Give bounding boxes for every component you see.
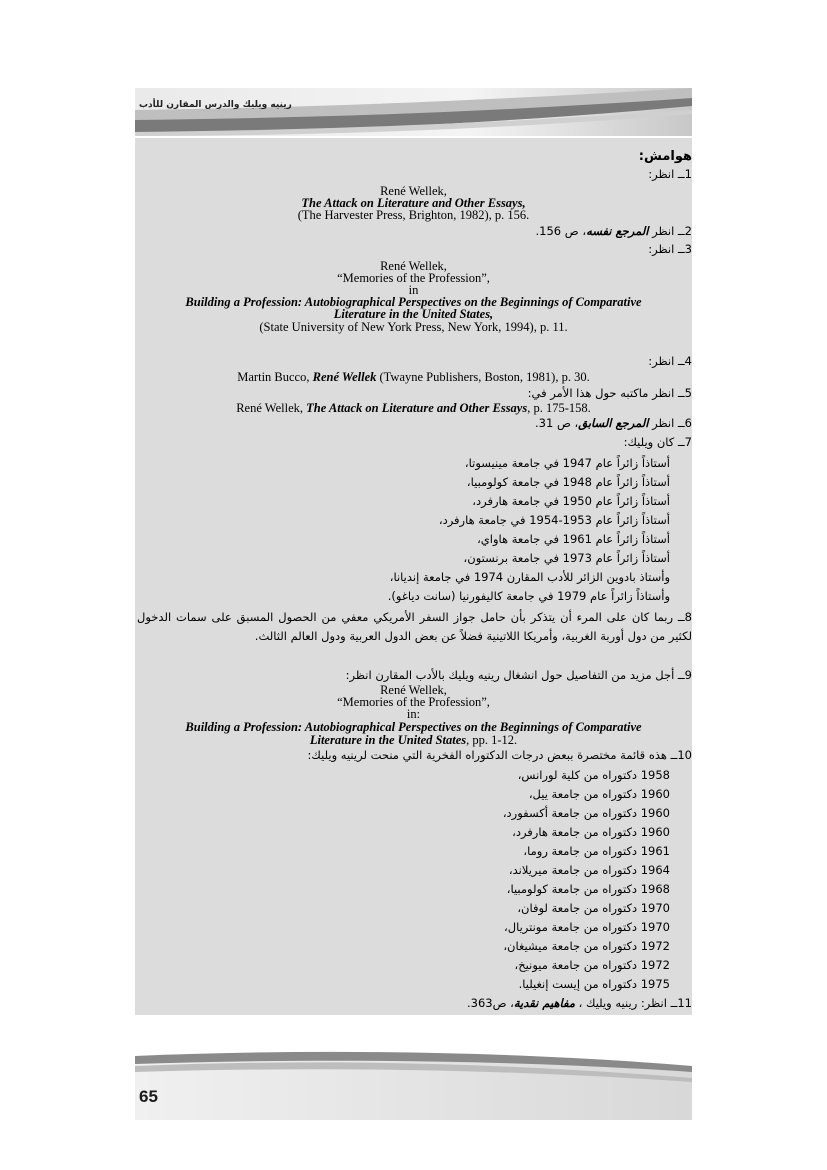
note-9-label: 9ــ أجل مزيد من التفاصيل حول انشغال رينيه ويليك بالأدب المقارن انظر: [345,668,692,682]
note-10-item: 1960 دكتوراه من جامعة ييل، [528,787,670,801]
footer-band [135,1050,692,1120]
note-10-item: 1970 دكتوراه من جامعة مونتريال، [504,920,670,934]
notes-section [135,138,692,1015]
note-5-label: 5ــ انظر ماكتبه حول هذا الأمر في: [527,386,692,400]
page-number: 65 [139,1087,158,1106]
note-7-item: أستاذاً زائراً عام 1961 في جامعة هاواي، [477,532,670,546]
note-9-in: in: [406,707,421,721]
note-9-book-title-cont: Literature in the United States, pp. 1-12. [309,733,518,747]
note-4-label: 4ــ انظر: [648,354,692,368]
note-7-item: وأستاذ بادوين الزائر للأدب المقارن 1974 في جامعة إنديانا، [389,570,670,584]
note-11: 11ــ انظر: رينيه ويليك ، مفاهيم نقدية، ص363. [467,996,692,1010]
note-3-book-title: Building a Profession: Autobiographical Perspectives on the Beginnings of Comparative [185,295,642,309]
note-3-in: in [408,283,419,297]
note-3-author: René Wellek, [380,259,447,273]
note-10-item: 1960 دكتوراه من جامعة هارفرد، [512,825,670,839]
note-1-book-title: The Attack on Literature and Other Essays, [301,196,526,210]
note-1-author: René Wellek, [380,184,447,198]
notes-heading: هوامش: [638,149,692,164]
note-10-item: 1970 دكتوراه من جامعة لوفان، [517,901,670,915]
note-10-item: 1972 دكتوراه من جامعة ميشيغان، [503,939,670,953]
running-title: رينيه ويليك والدرس المقارن للأدب [139,100,292,110]
note-7-label: 7ــ كان ويليك: [623,435,692,449]
note-9-author: René Wellek, [380,683,447,697]
note-10-item: 1975 دكتوراه من إيست إنغيليا. [518,977,670,991]
note-7-item: أستاذاً زائراً عام 1947 في جامعة مينيسوتا، [464,456,670,470]
note-10-item: 1964 دكتوراه من جامعة ميريلاند، [508,863,670,877]
note-7-item: وأستاذاً زائراً عام 1979 في جامعة كاليفورنيا (سانت دياغو). [387,589,670,603]
note-8: 8ــ ربما كان على المرء أن يتذكر بأن حامل جواز السفر الأمريكي معفي من الحصول المسبق على سمات الدخول لكثير من دول أوربة الغربية، وأمريكا اللاتينية فضلاً عن بعض الدول العربية ودول العالم الثالث. [137,610,692,643]
note-10-item: 1958 دكتوراه من كلية لورانس، [517,768,670,782]
note-7-item: أستاذاً زائراً عام 1973 في جامعة برنستون، [463,551,670,565]
note-3-publisher: (State University of New York Press, New York, 1994), p. 11. [259,320,568,334]
note-7-item: أستاذاً زائراً عام 1950 في جامعة هارفرد، [472,494,670,508]
header-band [135,88,692,136]
note-10-item: 1961 دكتوراه من جامعة روما، [523,844,670,858]
note-7-item: أستاذاً زائراً عام 1953-1954 في جامعة هارفرد، [438,513,670,527]
note-2: 2ــ انظر المرجع نفسه، ص 156. [535,224,692,238]
note-10-item: 1968 دكتوراه من جامعة كولومبيا، [506,882,670,896]
note-1-publisher: (The Harvester Press, Brighton, 1982), p. 156. [297,208,530,222]
note-1-label: 1ــ انظر: [648,167,692,181]
note-9-book-title: Building a Profession: Autobiographical Perspectives on the Beginnings of Comparative [185,720,642,734]
note-6: 6ــ انظر المرجع السابق، ص 31. [535,416,692,430]
note-9-chapter: “Memories of the Profession”, [337,695,490,709]
note-10-label: 10ــ هذه قائمة مختصرة ببعض درجات الدكتوراه الفخرية التي منحت لرينيه ويليك: [307,748,692,762]
note-3-chapter: “Memories of the Profession”, [337,271,490,285]
note-5-reference: René Wellek, The Attack on Literature and Other Essays, p. 175-158. [236,401,591,415]
note-7-item: أستاذاً زائراً عام 1948 في جامعة كولومبيا، [466,475,670,489]
note-10-item: 1972 دكتوراه من جامعة ميونيخ، [514,958,670,972]
note-3-book-title-cont: Literature in the United States, [333,307,494,321]
note-10-item: 1960 دكتوراه من جامعة أكسفورد، [502,806,670,820]
note-4-reference: Martin Bucco, René Wellek (Twayne Publishers, Boston, 1981), p. 30. [237,370,590,384]
note-3-label: 3ــ انظر: [648,242,692,256]
